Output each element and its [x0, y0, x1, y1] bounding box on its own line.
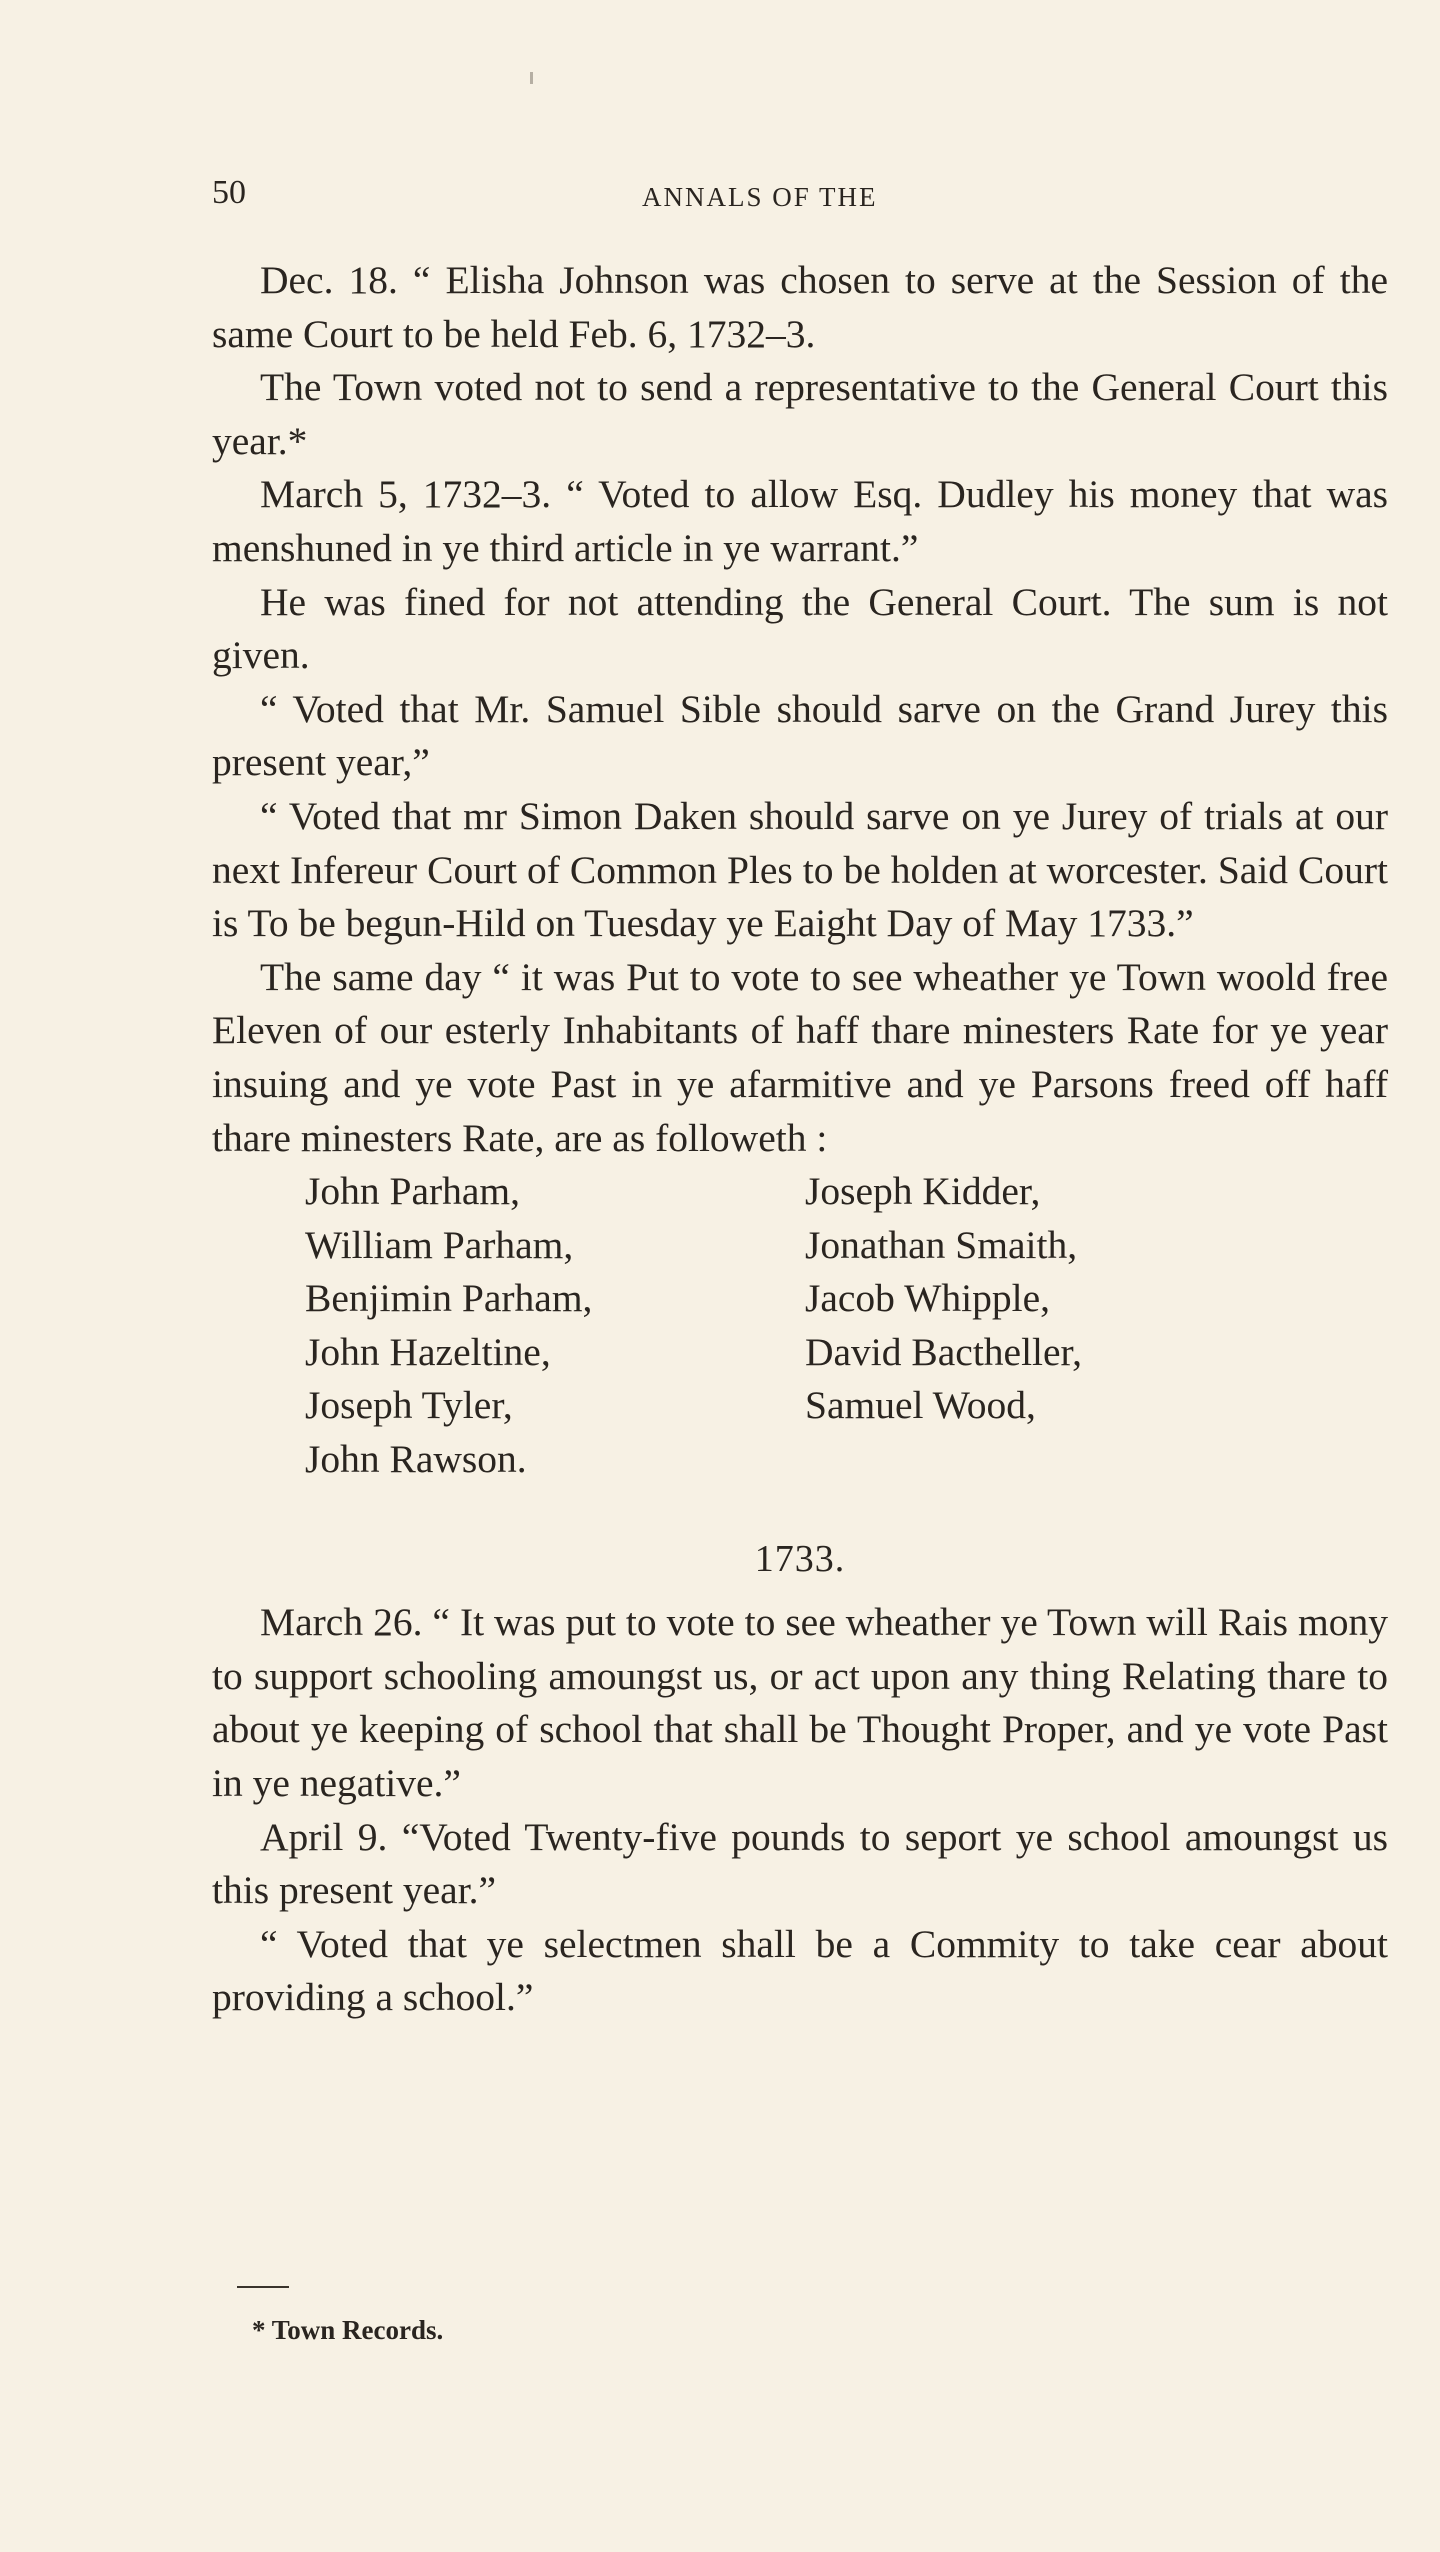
name-left-6: John Rawson. [305, 1437, 527, 1482]
body-text [212, 254, 1388, 2025]
paragraph-march-26: March 26. “ It was put to vote to see wheather ye Town will Rais mony to support schooling amoungst us, or act upon any thing Relating thare to about ye keeping of school that shall be Thought Proper, and ye vote Past in ye negative.” [212, 1600, 1388, 1806]
year-heading: 1733. [754, 1537, 846, 1580]
name-right-1: Joseph Kidder, [805, 1169, 1041, 1214]
name-right-3: Jacob Whipple, [805, 1276, 1050, 1321]
footnote: * Town Records. [252, 2315, 444, 2345]
footnote-rule [237, 2286, 289, 2288]
name-right-4: David Bactheller, [805, 1329, 1083, 1374]
name-right-5: Samuel Wood, [805, 1383, 1036, 1428]
inhabitant-name-list [305, 1165, 1388, 1487]
page-header [212, 168, 1392, 218]
name-left-5: Joseph Tyler, [305, 1383, 513, 1428]
name-right-2: Jonathan Smaith, [805, 1222, 1078, 1267]
paragraph-dec-18: Dec. 18. “ Elisha Johnson was chosen to serve at the Session of the same Court to be held Feb. 6, 1732–3. [212, 258, 1388, 356]
paragraph-school-commity: “ Voted that ye selectmen shall be a Commity to take cear about providing a school.” [212, 1921, 1388, 2020]
print-speck [530, 72, 533, 84]
name-left-3: Benjimin Parham, [305, 1276, 593, 1321]
name-left-2: William Parham, [305, 1222, 574, 1267]
paragraph-jurey-of-trials: “ Voted that mr Simon Daken should sarve on ye Jurey of trials at our next Infereur Court of Common Ples to be holden at worcester. Said Court is To be begun-Hild on Tuesday ye Eaight Day of May 1733.” [212, 793, 1388, 946]
paragraph-april-9: April 9. “Voted Twenty-five pounds to seport ye school amoungst us this present year.” [212, 1814, 1388, 1913]
paragraph-representative: The Town voted not to send a representative to the General Court this year.* [212, 365, 1388, 463]
name-left-1: John Parham, [305, 1169, 521, 1214]
paragraph-grand-jurey: “ Voted that Mr. Samuel Sible should sarve on the Grand Jurey this present year,” [212, 686, 1388, 785]
running-head: ANNALS OF THE [642, 182, 878, 212]
page-number: 50 [212, 174, 246, 211]
paragraph-same-day: The same day “ it was Put to vote to see wheather ye Town woold free Eleven of our esterly Inhabitants of haff thare minesters Rate for ye year insuing and ye vote Past in ye afarmitive and ye Parsons freed off haff thare minesters Rate, are as followeth : [212, 954, 1388, 1160]
paragraph-march-5: March 5, 1732–3. “ Voted to allow Esq. Dudley his money that was menshuned in ye third article in ye warrant.” [212, 472, 1388, 570]
name-left-4: John Hazeltine, [305, 1329, 551, 1374]
paragraph-fined: He was fined for not attending the General Court. The sum is not given. [212, 579, 1388, 678]
